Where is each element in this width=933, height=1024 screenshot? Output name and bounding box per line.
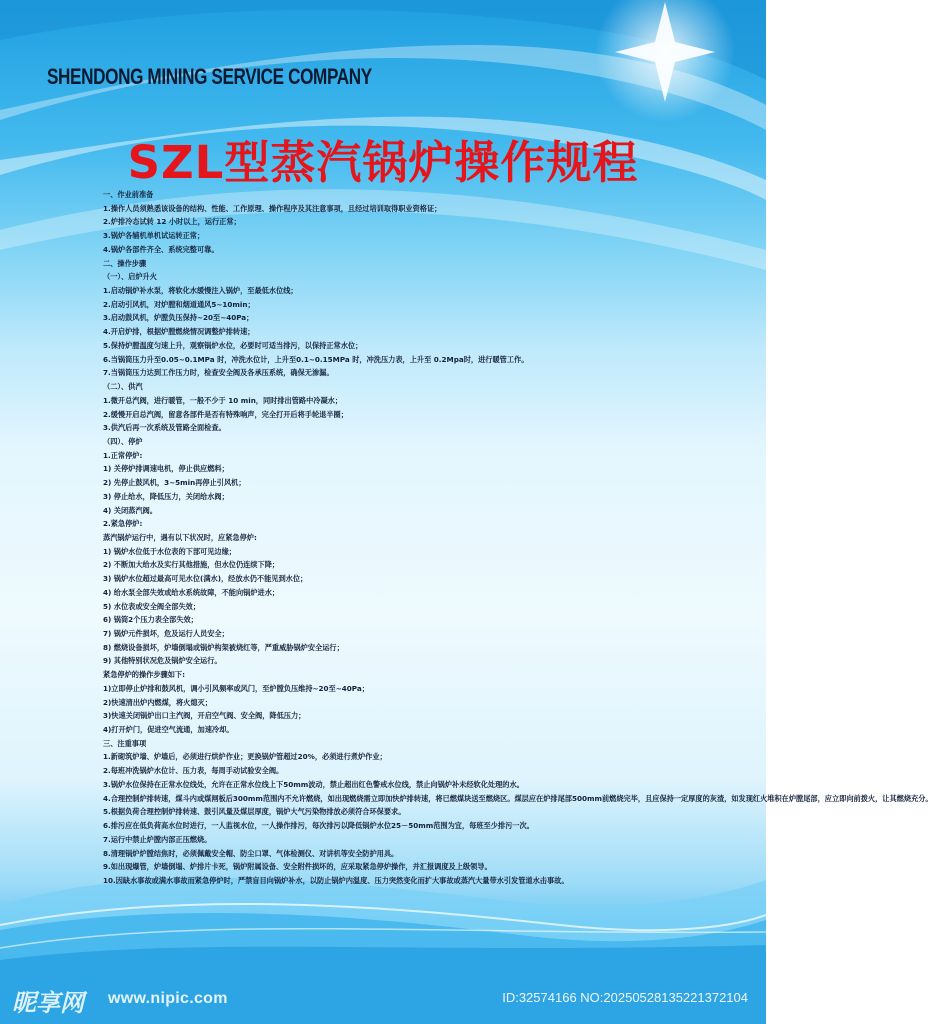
- procedure-text: [103, 188, 933, 888]
- text-line: 1.微开总汽阀，进行暖管，一般不少于 10 min，同时排出管路中冷凝水；: [103, 395, 343, 405]
- page-title: SZL型蒸汽锅炉操作规程: [127, 136, 639, 189]
- text-line: 7.当锅筒压力达到工作压力时，检查安全阀及各承压系统，确保无渗漏。: [103, 368, 334, 378]
- company-name: SHENDONG MINING SERVICE COMPANY: [47, 64, 372, 89]
- text-line: 2)快速清出炉内燃煤，将火熄灭；: [103, 697, 212, 707]
- text-line: 6) 锅筒2个压力表全部失效；: [103, 615, 198, 625]
- text-line: 1.启动锅炉补水泵，将软化水缓慢注入锅炉，至最低水位线；: [103, 286, 298, 296]
- text-line: 2.启动引风机，对炉膛和烟道通风5~10min；: [103, 299, 255, 309]
- text-line: 8.清理锅炉炉膛结焦时，必须佩戴安全帽、防尘口罩、气体检测仪、对讲机等安全防护用具。: [103, 848, 399, 858]
- text-line: 3.供汽后再一次系统及管路全面检查。: [103, 423, 226, 433]
- watermark-id: ID:32574166 NO:20250528135221372104: [502, 990, 748, 1005]
- text-line: 10.因缺水事故或满水事故而紧急停炉时，严禁盲目向锅炉补水，以防止锅炉内温度、压力突然变化而扩大事故或蒸汽大量带水引发管道水击事故。: [103, 875, 569, 885]
- text-line: 1.正常停炉:: [103, 450, 143, 460]
- text-line: 2) 先停止鼓风机，3~5min再停止引风机；: [103, 478, 246, 488]
- text-line: 1.新砌筑炉墙、炉墙后，必须进行烘炉作业；更换锅炉管超过20%，必须进行煮炉作业；: [103, 752, 387, 762]
- text-line: 5.根据负荷合理控制炉排转速、鼓引风量及煤层厚度，锅炉大气污染物排放必须符合环保要求。: [103, 807, 406, 817]
- text-line: 5.保持炉膛温度匀速上升，观察锅炉水位，必要时可适当排污，以保持正常水位；: [103, 340, 363, 350]
- text-line: 1)立即停止炉排和鼓风机，调小引风频率或风门，至炉膛负压维持~20至~40Pa；: [103, 683, 369, 693]
- text-line: 3.锅炉各辅机单机试运转正常；: [103, 231, 205, 241]
- text-line: （四）、停炉: [103, 436, 143, 446]
- text-line: （二）、供汽: [103, 382, 143, 392]
- watermark-logo: 昵享网: [12, 990, 84, 1017]
- text-line: 4.合理控制炉排转速，煤斗内或煤闸板后300mm范围内不允许燃烧，如出现燃烧需立即加快炉排转速，将已燃煤块送至燃烧区。煤层应在炉排尾部500mm前燃烧完毕，且应保持一定厚度的灰渣，如发现红火堆积在炉膛尾部，应立即向前拨火，让其燃烧充分。: [103, 793, 933, 803]
- text-line: 蒸汽锅炉运行中，遇有以下状况时，应紧急停炉:: [103, 532, 257, 542]
- text-line: 1.操作人员须熟悉该设备的结构、性能、工作原理、操作程序及其注意事项，且经过培训取得职业资格证；: [103, 203, 442, 213]
- text-line: 2) 不断加大给水及实行其他措施，但水位仍连续下降；: [103, 560, 280, 570]
- text-line: 3) 停止给水，降低压力，关闭给水阀；: [103, 491, 229, 501]
- text-line: 一、作业前准备: [103, 190, 154, 199]
- text-line: （一）、启炉升火: [103, 272, 157, 282]
- text-line: 三、注重事项: [103, 738, 147, 748]
- text-line: 8) 燃烧设备损坏，炉墙倒塌或锅炉构架被烧红等，严重威胁锅炉安全运行；: [103, 642, 344, 652]
- text-line: 9.如出现爆管，炉墙倒塌、炉排片卡死，锅炉附属设备、安全附件损坏的，应采取紧急停炉操作，并汇报调度及上级领导。: [103, 862, 492, 872]
- text-line: 4) 关闭蒸汽阀。: [103, 505, 157, 515]
- text-line: 3)快速关闭锅炉出口主汽阀，开启空气阀、安全阀，降低压力；: [103, 711, 306, 721]
- text-line: 3.启动鼓风机，炉膛负压保持~20至~40Pa；: [103, 313, 254, 323]
- text-line: 紧急停炉的操作步骤如下:: [103, 670, 185, 680]
- text-line: 7.运行中禁止炉膛内部正压燃烧。: [103, 834, 212, 844]
- text-line: 3.锅炉水位保持在正常水位线处，允许在正常水位线上下50mm波动，禁止超出红色警戒水位线，禁止向锅炉补未经软化处理的水。: [103, 779, 524, 789]
- text-line: 7) 锅炉元件损坏，危及运行人员安全；: [103, 629, 229, 638]
- text-line: 1) 锅炉水位低于水位表的下部可见边缘；: [103, 546, 236, 556]
- text-line: 6.排污应在低负荷高水位时进行，一人监视水位，一人操作排污，每次排污以降低锅炉水位25－50mm范围为宜，每班至少排污一次。: [103, 821, 534, 831]
- text-line: 5) 水位表或安全阀全部失效；: [103, 601, 201, 611]
- text-line: 4.锅炉各部件齐全、系统完整可靠。: [103, 244, 219, 254]
- text-line: 4.开启炉排，根据炉膛燃烧情况调整炉排转速；: [103, 327, 255, 337]
- text-line: 2.炉排冷态试转 12 小时以上，运行正常；: [103, 217, 241, 227]
- text-line: 4)打开炉门，促进空气流通，加速冷却。: [103, 725, 234, 735]
- text-line: 9) 其他特别状况危及锅炉安全运行。: [103, 656, 222, 666]
- text-line: 2.缓慢开启总汽阀，留意各部件是否有特殊响声，完全打开后将手轮退半圈；: [103, 409, 348, 419]
- text-line: 二、操作步骤: [103, 258, 147, 268]
- text-line: 1) 关停炉排调速电机，停止供应燃料；: [103, 464, 229, 474]
- text-line: 2.紧急停炉:: [103, 519, 143, 529]
- text-line: 6.当锅筒压力升至0.05~0.1MPa 时，冲洗水位计，上升至0.1~0.15MPa 时，冲洗压力表，上升至 0.2Mpa时，进行暖管工作。: [103, 354, 529, 364]
- text-line: 4) 给水泵全部失效或给水系统故障，不能向锅炉进水；: [103, 587, 280, 597]
- text-line: 2.每班冲洗锅炉水位计、压力表，每周手动试验安全阀。: [103, 766, 284, 776]
- watermark-url: www.nipic.com: [108, 990, 228, 1007]
- text-line: 3) 锅炉水位超过最高可见水位(满水)，经放水仍不能见到水位；: [103, 574, 308, 584]
